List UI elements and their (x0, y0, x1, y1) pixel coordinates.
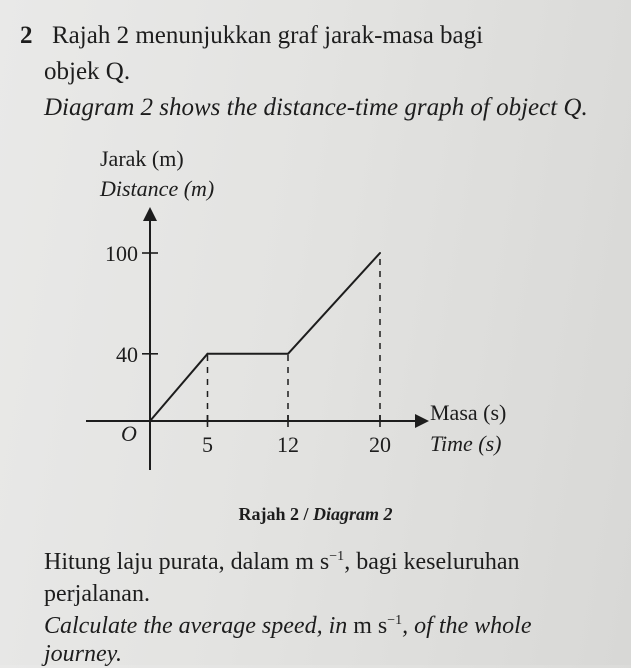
y-tick-label: 100 (105, 241, 138, 266)
question-number: 2 (20, 22, 33, 49)
x-axis-label-en: Time (s) (430, 431, 502, 456)
graph-segment (150, 354, 208, 421)
y-axis-label-en: Distance (m) (100, 176, 215, 201)
task-en-superscript: −1 (387, 613, 403, 628)
task-ms-line2: perjalanan. (44, 581, 150, 607)
y-tick-label: 40 (116, 341, 138, 367)
task-ms-text-a: Hitung laju purata, dalam m s (44, 549, 330, 575)
x-tick-label: 20 (369, 432, 391, 457)
task-ms-text-b: , bagi keseluruhan (344, 549, 520, 575)
y-axis-label-ms: Jarak (m) (100, 146, 184, 171)
origin-label: O (121, 421, 137, 446)
caption-ms: Rajah 2 / (238, 504, 309, 524)
task-en-unit: m s (353, 613, 388, 639)
task-ms-line1 (44, 549, 519, 576)
diagram-caption (0, 504, 631, 525)
graph-segment (288, 253, 380, 354)
caption-en: Diagram 2 (313, 504, 393, 524)
task-ms-superscript: −1 (329, 549, 345, 564)
x-tick-label: 12 (277, 432, 299, 457)
question-text-en: Diagram 2 shows the distance-time graph of object Q. (44, 94, 588, 121)
x-tick-label: 5 (202, 432, 213, 457)
task-en-text-b: , of the whole (402, 613, 532, 639)
task-en-line2: journey. (44, 641, 122, 667)
task-en-line1 (44, 613, 532, 640)
task-en-text-a: Calculate the average speed, in (44, 613, 354, 639)
x-axis-label-ms: Masa (s) (430, 400, 507, 425)
question-text-ms-line2: objek Q. (44, 58, 131, 85)
question-text-ms-line1: Rajah 2 menunjukkan graf jarak-masa bagi (52, 22, 484, 49)
